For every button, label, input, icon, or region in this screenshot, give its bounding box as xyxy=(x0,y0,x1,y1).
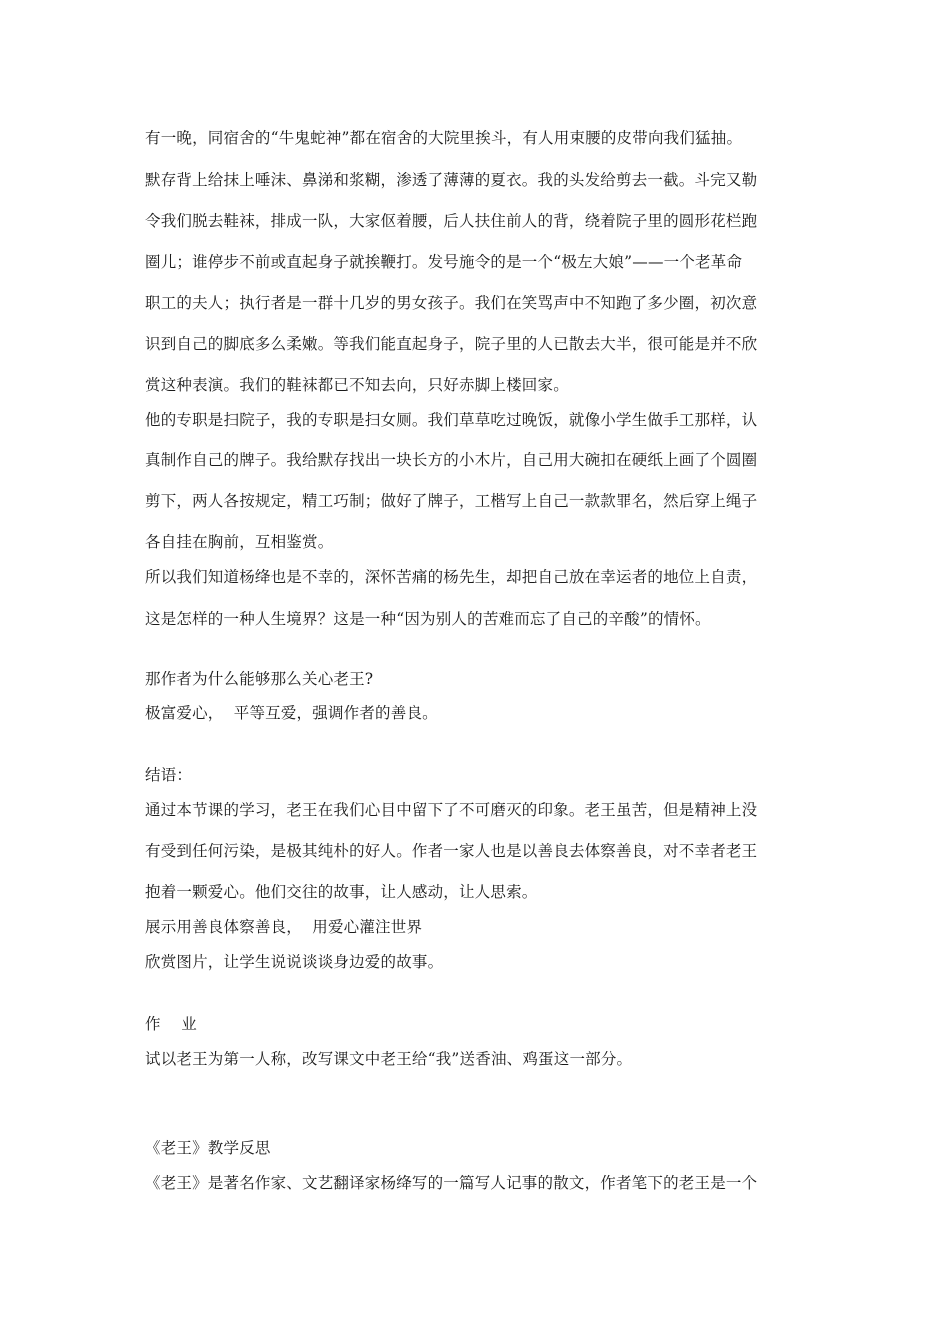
text-line: 极富爱心， 平等互爱，强调作者的善良。 xyxy=(145,704,438,722)
text-line: 有受到任何污染，是极其纯朴的好人。作者一家人也是以善良去体察善良，对不幸者老王 xyxy=(145,842,758,860)
text-line: 那作者为什么能够那么关心老王? xyxy=(145,670,374,688)
text-line: 欣赏图片，让学生说说谈谈身边爱的故事。 xyxy=(145,953,444,971)
text-line: 剪下，两人各按规定，精工巧制；做好了牌子，工楷写上自己一款款罪名，然后穿上绳子 xyxy=(145,492,758,510)
text-line: 有一晚，同宿舍的“牛鬼蛇神”都在宿舍的大院里挨斗，有人用束腰的皮带向我们猛抽。 xyxy=(145,129,743,147)
text-line: 各自挂在胸前，互相鉴赏。 xyxy=(145,533,334,551)
text-line: 通过本节课的学习，老王在我们心目中留下了不可磨灭的印象。老王虽苦，但是精神上没 xyxy=(145,801,758,819)
text-line: 所以我们知道杨绛也是不幸的，深怀苦痛的杨先生，却把自己放在幸运者的地位上自责， xyxy=(145,568,758,586)
text-line: 职工的夫人；执行者是一群十几岁的男女孩子。我们在笑骂声中不知跑了多少圈，初次意 xyxy=(145,294,758,312)
section-heading: 《老王》教学反思 xyxy=(145,1139,271,1157)
text-line: 识到自己的脚底多么柔嫩。等我们能直起身子，院子里的人已散去大半，很可能是并不欣 xyxy=(145,335,758,353)
text-line: 抱着一颗爱心。他们交往的故事，让人感动，让人思索。 xyxy=(145,883,538,901)
text-line: 《老王》是著名作家、文艺翻译家杨绛写的一篇写人记事的散文，作者笔下的老王是一个 xyxy=(145,1174,758,1192)
text-line: 令我们脱去鞋袜，排成一队，大家伛着腰，后人扶住前人的背，绕着院子里的圆形花栏跑 xyxy=(145,212,758,230)
text-line: 试以老王为第一人称，改写课文中老王给“我”送香油、鸡蛋这一部分。 xyxy=(145,1050,633,1068)
text-line: 默存背上给抹上唾沫、鼻涕和浆糊，渗透了薄薄的夏衣。我的头发给剪去一截。斗完又勒 xyxy=(145,171,758,189)
text-line: 这是怎样的一种人生境界？这是一种“因为别人的苦难而忘了自己的辛酸”的情怀。 xyxy=(145,610,711,628)
text-line: 真制作自己的牌子。我给默存找出一块长方的小木片，自己用大碗扣在硬纸上画了个圆圈 xyxy=(145,451,758,469)
text-line: 展示用善良体察善良， 用爱心灌注世界 xyxy=(145,918,423,936)
text-line: 结语： xyxy=(145,766,193,784)
text-line: 圈儿；谁停步不前或直起身子就挨鞭打。发号施令的是一个“极左大娘”——一个老革命 xyxy=(145,253,743,271)
text-line: 他的专职是扫院子，我的专职是扫女厕。我们草草吃过晚饭，就像小学生做手工那样，认 xyxy=(145,411,758,429)
section-heading: 作 业 xyxy=(145,1015,197,1033)
text-line: 赏这种表演。我们的鞋袜都已不知去向，只好赤脚上楼回家。 xyxy=(145,376,569,394)
